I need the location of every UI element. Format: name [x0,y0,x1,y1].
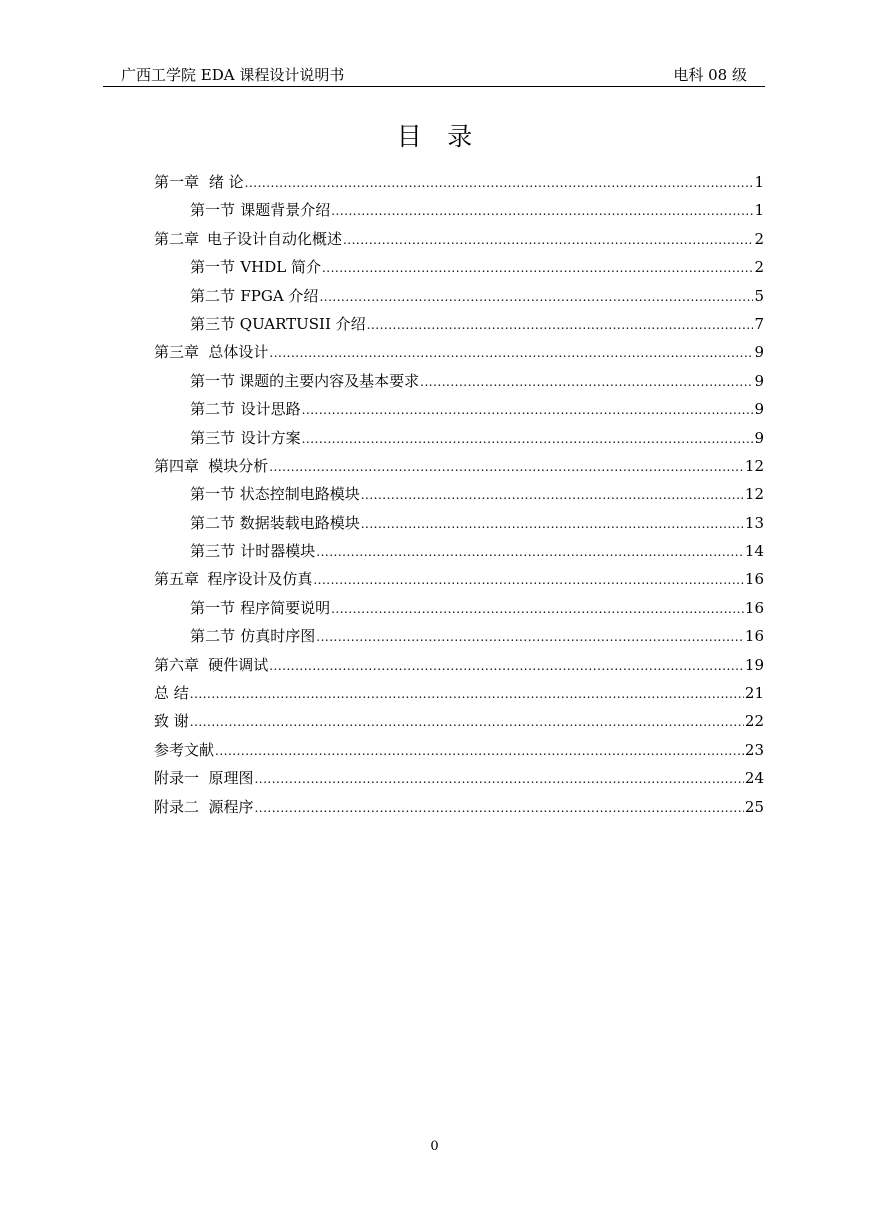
toc-entry-title: 课题背景介绍 [240,201,331,220]
toc-entry-title: 课题的主要内容及基本要求 [239,371,420,390]
toc-entry-page: 7 [754,314,764,333]
toc-entry-title: 程序设计及仿真 [207,570,313,589]
toc-entry[interactable] [154,168,764,196]
toc-entry[interactable] [154,509,764,537]
toc-dot-leader [316,623,744,650]
toc-entry-page: 24 [744,769,764,788]
toc-entry[interactable] [154,338,764,366]
toc-entry-page: 23 [744,740,764,759]
toc-dot-leader [269,453,744,480]
page-title: 目 录 [396,122,481,151]
toc-dot-leader [361,510,744,537]
toc-entry-page: 25 [744,797,764,816]
toc-entry-number: 第四章 [154,456,200,475]
toc-entry-page: 21 [744,684,764,703]
toc-entry-number: 第六章 [154,655,200,674]
toc-entry-page: 9 [754,428,764,447]
toc-dot-leader [190,680,744,707]
toc-dot-leader [269,339,753,366]
toc-entry[interactable] [154,424,764,452]
toc-entry[interactable] [154,594,764,622]
toc-entry-title: 总体设计 [208,343,269,362]
toc-entry-page: 22 [744,712,764,731]
toc-entry-number: 第三节 [190,542,236,561]
toc-entry-title: 程序简要说明 [240,598,331,617]
toc-entry-number: 第三节 [190,428,236,447]
toc-dot-leader [343,226,754,253]
toc-dot-leader [361,481,744,508]
toc-entry-number: 第二节 [190,286,236,305]
toc-entry-page: 16 [744,570,764,589]
toc-dot-leader [190,708,744,735]
toc-entry-number: 第一章 [154,173,200,191]
toc-entry[interactable] [154,282,764,310]
toc-entry[interactable] [154,537,764,565]
toc-entry[interactable] [154,793,764,821]
toc-entry-title: 硬件调试 [208,655,269,674]
toc-entry-title: 参考文献 [154,740,215,759]
toc-dot-leader [245,169,754,196]
toc-entry-title: 数据装载电路模块 [239,513,360,532]
toc-entry[interactable] [154,707,764,735]
table-of-contents [154,168,764,821]
toc-entry-page: 16 [744,627,764,646]
toc-entry-page: 16 [744,598,764,617]
toc-entry-page: 5 [754,286,764,305]
toc-entry[interactable] [154,452,764,480]
page-header [103,60,765,87]
toc-entry-page: 1 [754,201,764,220]
toc-dot-leader [215,737,744,764]
toc-dot-leader [420,368,753,395]
toc-entry-title: QUARTUSII 介绍 [239,314,366,333]
toc-entry-title: 计时器模块 [240,542,316,561]
toc-entry[interactable] [154,480,764,508]
toc-entry-title: 总 结 [154,684,189,703]
header-class-label: 电科 08 级 [673,66,747,84]
toc-entry[interactable] [154,679,764,707]
toc-entry-number: 附录一 [154,769,200,788]
toc-dot-leader [302,425,754,452]
toc-entry-title: 致 谢 [154,712,189,731]
toc-dot-leader [269,652,744,679]
toc-dot-leader [254,765,743,792]
toc-entry-title: 设计方案 [240,428,301,447]
toc-entry-title: 电子设计自动化概述 [206,229,342,248]
toc-entry-number: 第一节 [190,371,236,390]
toc-entry[interactable] [154,196,764,224]
toc-entry-page: 9 [754,343,764,362]
page-number: 0 [430,1139,439,1154]
toc-entry-page: 2 [754,258,764,277]
toc-entry-title: 设计思路 [240,400,301,419]
toc-entry-title: 绪 论 [208,173,244,191]
toc-entry[interactable] [154,310,764,338]
toc-dot-leader [322,254,753,281]
toc-entry-number: 第二章 [154,229,200,248]
toc-entry-title: 模块分析 [208,456,269,475]
toc-entry-page: 12 [744,456,764,475]
header-document-title: 广西工学院 EDA 课程设计说明书 [121,66,345,84]
toc-entry-number: 第三节 [190,314,236,333]
toc-entry-title: FPGA 介绍 [240,286,319,305]
toc-entry-page: 9 [754,371,764,390]
toc-entry-number: 附录二 [154,797,200,816]
toc-dot-leader [331,197,753,224]
toc-dot-leader [316,538,744,565]
toc-entry[interactable] [154,565,764,593]
toc-entry-title: VHDL 简介 [240,258,321,277]
toc-entry-page: 13 [744,513,764,532]
toc-entry-page: 2 [754,229,764,248]
toc-entry-number: 第一节 [190,598,236,617]
toc-entry-number: 第一节 [190,258,236,277]
toc-entry-number: 第一节 [190,485,236,504]
toc-dot-leader [254,794,743,821]
toc-entry-title: 状态控制电路模块 [239,485,360,504]
toc-dot-leader [331,595,744,622]
toc-entry[interactable] [154,395,764,423]
toc-entry[interactable] [154,736,764,764]
toc-entry-title: 原理图 [208,769,254,788]
toc-dot-leader [313,566,744,593]
toc-entry[interactable] [154,225,764,253]
toc-entry-number: 第五章 [154,570,200,589]
toc-dot-leader [367,311,754,338]
toc-entry-title: 仿真时序图 [240,627,316,646]
toc-entry-page: 9 [754,400,764,419]
toc-entry-page: 1 [754,173,764,191]
toc-entry-number: 第三章 [154,343,200,362]
toc-entry[interactable] [154,764,764,792]
toc-entry[interactable] [154,367,764,395]
toc-entry-number: 第二节 [190,627,236,646]
toc-entry-number: 第一节 [190,201,236,220]
toc-entry-page: 14 [744,542,764,561]
toc-dot-leader [302,396,754,423]
toc-entry[interactable] [154,622,764,650]
toc-entry-page: 12 [744,485,764,504]
toc-entry-number: 第二节 [190,513,236,532]
toc-entry-title: 源程序 [208,797,254,816]
toc-entry[interactable] [154,651,764,679]
toc-dot-leader [319,283,753,310]
toc-entry[interactable] [154,253,764,281]
toc-entry-page: 19 [744,655,764,674]
toc-entry-number: 第二节 [190,400,236,419]
